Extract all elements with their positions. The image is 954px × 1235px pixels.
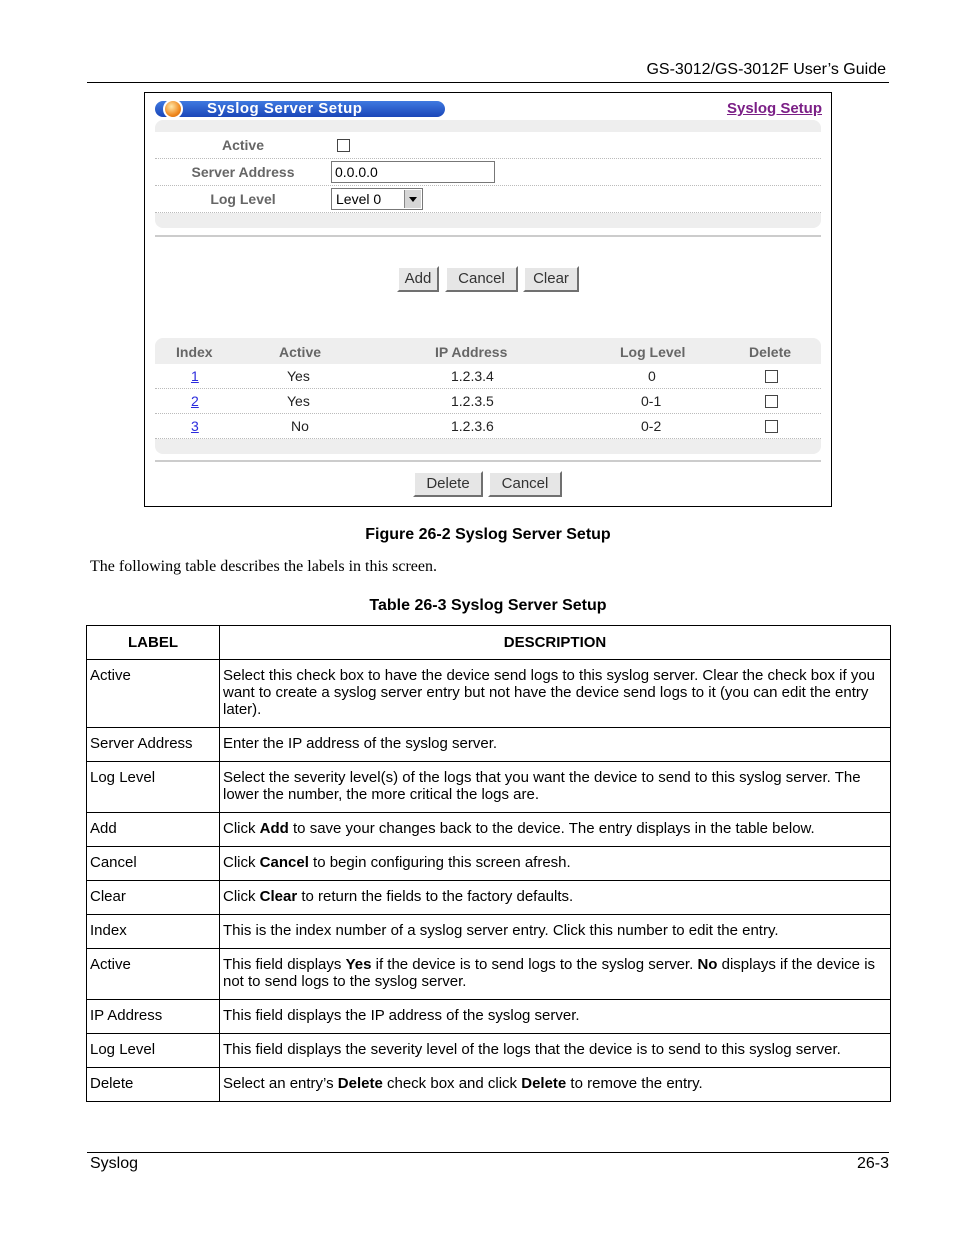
form-panel (155, 120, 821, 228)
row-description: Select the severity level(s) of the logs that you want the device to send to this syslog server. The lower the number, the more critical the logs are. (220, 762, 891, 813)
level-value: 0 (648, 368, 656, 384)
table-row (87, 728, 891, 762)
page-header-title: GS-3012/GS-3012F User’s Guide (646, 61, 886, 78)
syslog-setup-link[interactable]: Syslog Setup (726, 100, 822, 117)
desc-bold: Cancel (259, 854, 309, 871)
desc-bold: Yes (345, 956, 372, 973)
row-label: Clear (87, 881, 220, 915)
table-caption: Table 26-3 Syslog Server Setup (369, 597, 607, 614)
desc-bold: No (697, 956, 718, 973)
desc-text: Click (223, 888, 260, 905)
desc-bold: Add (259, 820, 289, 837)
intro-text: The following table describes the labels in this screen. (90, 558, 438, 575)
clear-button[interactable]: Clear (523, 266, 579, 292)
delete-checkbox[interactable] (765, 370, 778, 383)
table-row (87, 762, 891, 813)
table-row (155, 364, 821, 389)
active-checkbox[interactable] (337, 139, 350, 152)
row-description: This field displays the IP address of the syslog server. (220, 1000, 891, 1034)
desc-bold: Delete (337, 1075, 383, 1092)
index-link[interactable]: 1 (191, 368, 199, 384)
table-row (155, 389, 821, 414)
row-label: Log Level (87, 762, 220, 813)
header-rule (87, 82, 889, 83)
table-row (87, 949, 891, 1000)
syslog-screenshot (144, 92, 832, 507)
desc-text: if the device is to send logs to the syslog server. (371, 956, 698, 973)
row-description: This field displays the severity level of the logs that the device is to send to this syslog server. (220, 1034, 891, 1068)
desc-bold: Delete (521, 1075, 567, 1092)
desc-text: to begin configuring this screen afresh. (308, 854, 571, 871)
col-delete: Delete (749, 344, 792, 360)
col-active: Active (279, 344, 322, 360)
table-row (87, 813, 891, 847)
server-table (155, 338, 821, 454)
orb-icon (163, 99, 183, 119)
row-label: Active (87, 949, 220, 1000)
row-label: Log Level (87, 1034, 220, 1068)
ip-value: 1.2.3.4 (451, 368, 494, 384)
index-link[interactable]: 3 (191, 418, 199, 434)
level-value: 0-1 (641, 393, 662, 409)
col-index: Index (176, 344, 213, 360)
desc-bold: Clear (259, 888, 298, 905)
log-level-select[interactable] (331, 188, 423, 210)
desc-text: displays if the device is not to send logs to the syslog server. (223, 956, 876, 990)
desc-text: Click (223, 854, 260, 871)
row-label: Delete (87, 1068, 220, 1102)
desc-text: to save your changes back to the device. The entry displays in the table below. (288, 820, 815, 837)
figure-caption: Figure 26-2 Syslog Server Setup (365, 526, 611, 543)
active-value: Yes (287, 368, 310, 384)
add-button[interactable]: Add (397, 266, 439, 292)
ip-value: 1.2.3.6 (451, 418, 494, 434)
row-label: Cancel (87, 847, 220, 881)
description-header: DESCRIPTION (220, 626, 891, 660)
server-address-label: Server Address (191, 164, 295, 180)
table-row (87, 881, 891, 915)
row-label: Index (87, 915, 220, 949)
separator (155, 460, 821, 462)
active-value: Yes (287, 393, 310, 409)
footer-rule (87, 1152, 889, 1153)
row-description: Enter the IP address of the syslog server. (220, 728, 891, 762)
delete-checkbox[interactable] (765, 395, 778, 408)
log-level-value: Level 0 (336, 191, 382, 207)
col-log-level: Log Level (620, 344, 686, 360)
row-description: Select this check box to have the device send logs to this syslog server. Clear the check box if you want to create a syslog server entry but not have the device send logs to it (you can edit the entry later). (220, 660, 891, 728)
row-label: Active (87, 660, 220, 728)
footer-page-number: 26-3 (856, 1155, 889, 1172)
row-label: Add (87, 813, 220, 847)
cancel-button-bottom[interactable]: Cancel (488, 471, 562, 497)
col-ip-address: IP Address (435, 344, 508, 360)
row-label: IP Address (87, 1000, 220, 1034)
table-row (87, 915, 891, 949)
log-level-label: Log Level (210, 191, 276, 207)
label-header: LABEL (87, 626, 220, 660)
screen-title: Syslog Server Setup (207, 100, 363, 117)
desc-text: Click (223, 820, 260, 837)
row-description (220, 847, 891, 881)
footer-chapter: Syslog (90, 1155, 139, 1172)
index-link[interactable]: 2 (191, 393, 199, 409)
table-row (87, 1034, 891, 1068)
server-address-row (155, 159, 821, 186)
active-value: No (291, 418, 309, 434)
active-row (155, 132, 821, 159)
row-description: This is the index number of a syslog server entry. Click this number to edit the entry. (220, 915, 891, 949)
chevron-down-icon[interactable] (404, 190, 421, 208)
server-address-input[interactable]: 0.0.0.0 (331, 161, 495, 183)
table-row (87, 1000, 891, 1034)
desc-text: to remove the entry. (566, 1075, 703, 1092)
desc-text: check box and click (382, 1075, 522, 1092)
description-table (86, 625, 891, 1102)
table-header-row (87, 626, 891, 660)
log-level-row (155, 186, 821, 213)
separator (155, 235, 821, 237)
row-label: Server Address (87, 728, 220, 762)
table-row (87, 660, 891, 728)
table-row (155, 414, 821, 439)
cancel-button[interactable]: Cancel (445, 266, 518, 292)
table-row (87, 847, 891, 881)
row-description (220, 949, 891, 1000)
row-description (220, 881, 891, 915)
delete-checkbox[interactable] (765, 420, 778, 433)
delete-button[interactable]: Delete (413, 471, 483, 497)
level-value: 0-2 (641, 418, 662, 434)
desc-text: to return the fields to the factory defaults. (297, 888, 574, 905)
ip-value: 1.2.3.5 (451, 393, 494, 409)
desc-text: Select an entry’s (223, 1075, 338, 1092)
desc-text: This field displays (223, 956, 346, 973)
table-row (87, 1068, 891, 1102)
active-label: Active (221, 137, 265, 153)
row-description (220, 1068, 891, 1102)
row-description (220, 813, 891, 847)
